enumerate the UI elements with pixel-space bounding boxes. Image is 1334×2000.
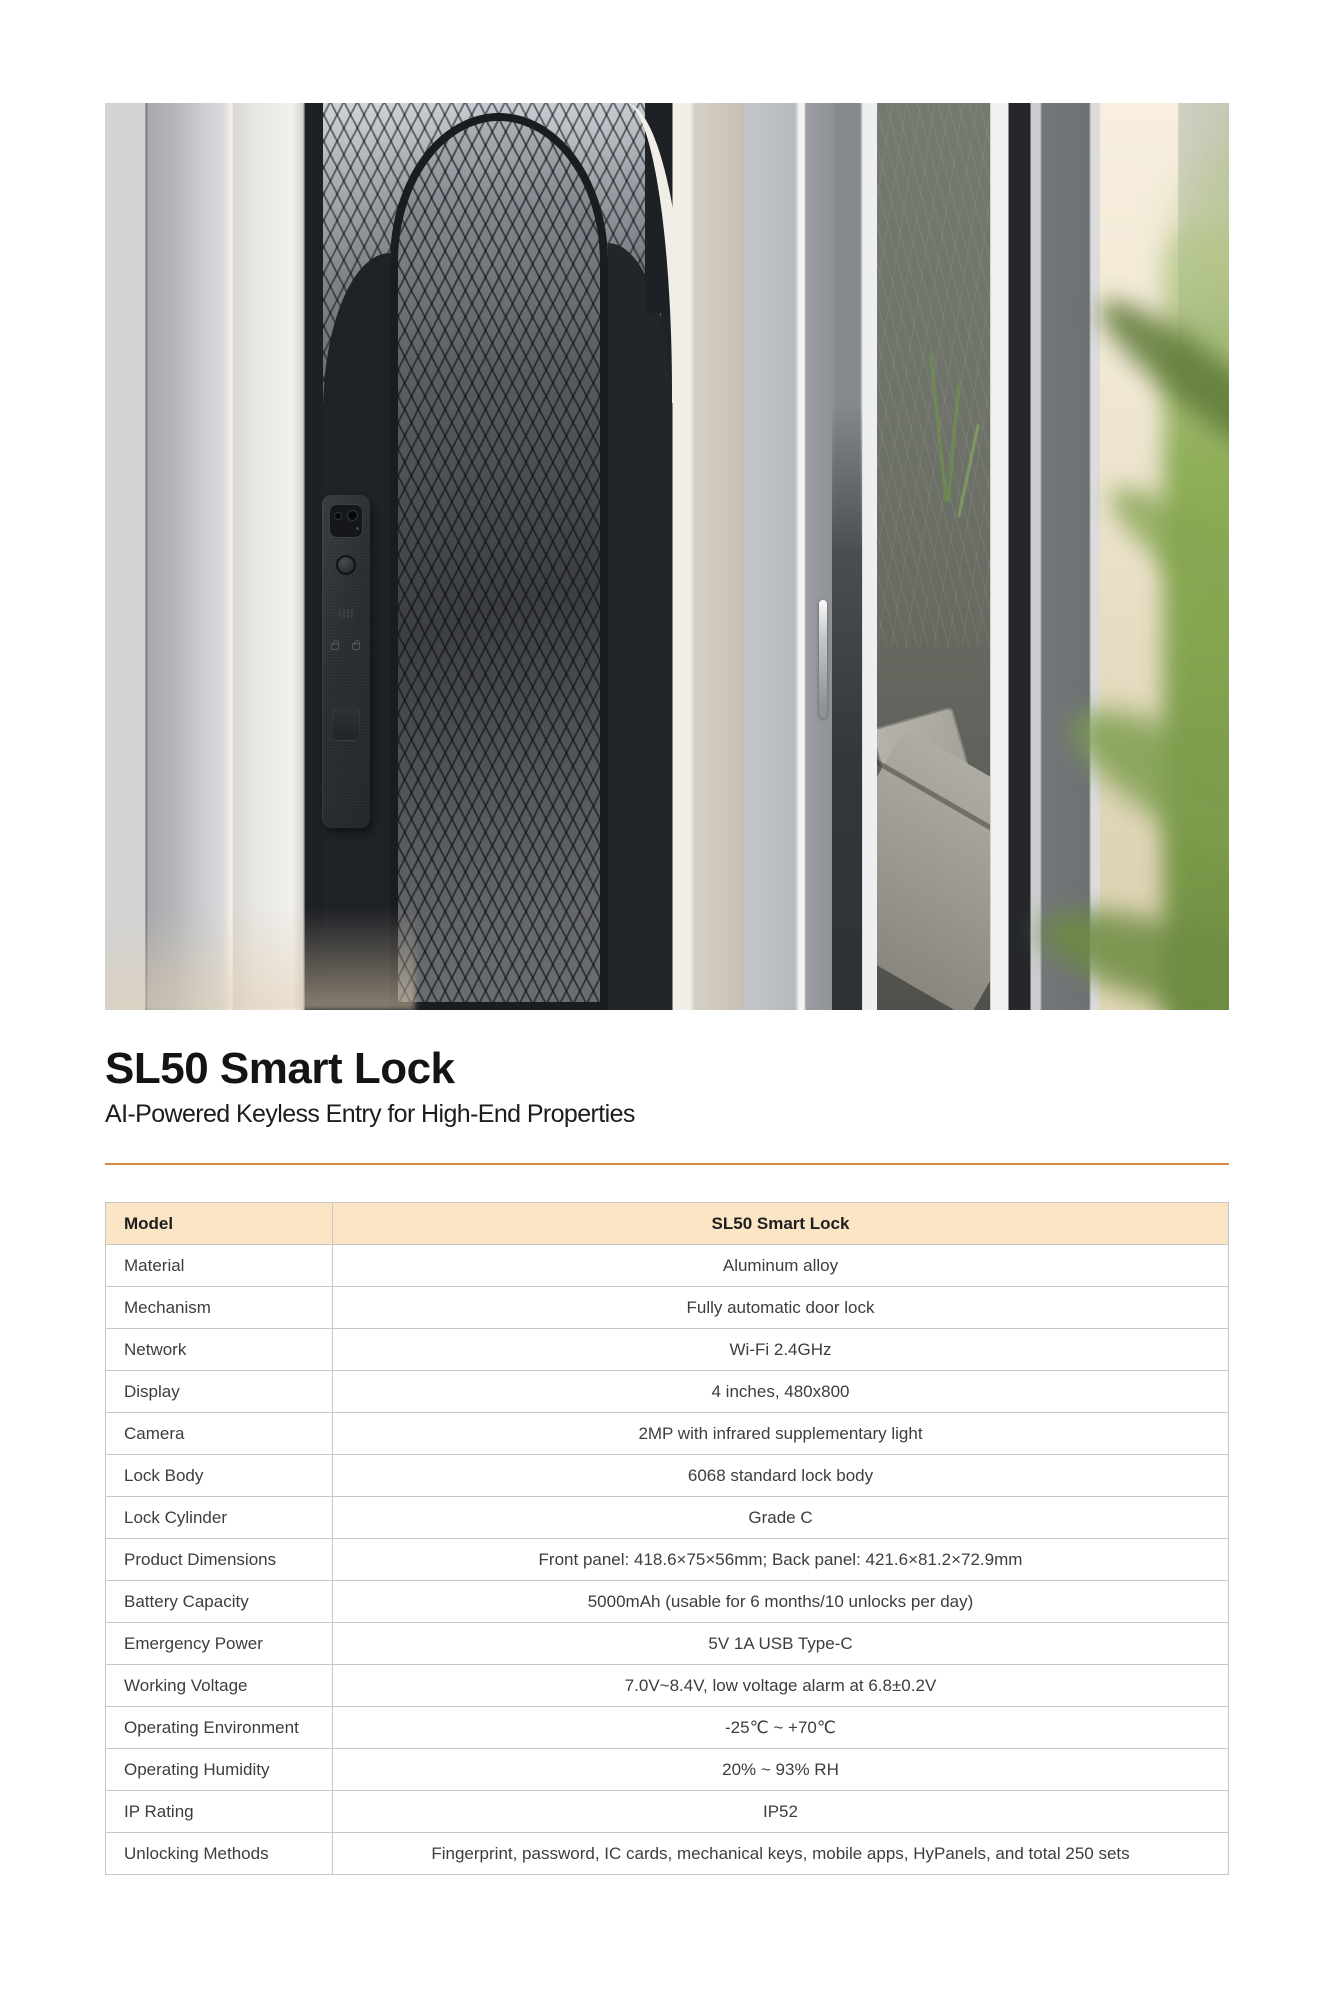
plant-blade (929, 353, 948, 502)
spec-value-cell: Grade C (333, 1497, 1229, 1539)
spec-label-cell: Working Voltage (106, 1665, 333, 1707)
spec-label-cell: Mechanism (106, 1287, 333, 1329)
spec-value-cell: Wi-Fi 2.4GHz (333, 1329, 1229, 1371)
spec-label-cell: IP Rating (106, 1791, 333, 1833)
spec-label-cell: Product Dimensions (106, 1539, 333, 1581)
spec-label-cell: Lock Body (106, 1455, 333, 1497)
spec-header-row (106, 1203, 1229, 1245)
lock-camera-module (329, 504, 363, 538)
wall-panel-shading (233, 103, 305, 1010)
smart-lock-device (322, 495, 370, 828)
lock-keypad-panel (332, 707, 360, 741)
spec-label-cell: Network (106, 1329, 333, 1371)
spec-value-cell: Front panel: 418.6×75×56mm; Back panel: 421.6×81.2×72.9mm (333, 1539, 1229, 1581)
spec-value-cell: 6068 standard lock body (333, 1455, 1229, 1497)
camera-lens-icon (334, 512, 342, 520)
plant-blade (947, 383, 960, 503)
spec-row (106, 1791, 1229, 1833)
spec-label-cell: Battery Capacity (106, 1581, 333, 1623)
camera-indicator-dot (356, 527, 359, 530)
spec-row (106, 1371, 1229, 1413)
spec-header-label: Model (106, 1203, 333, 1245)
spec-label-cell: Material (106, 1245, 333, 1287)
plant-blade (957, 424, 980, 518)
spec-row (106, 1623, 1229, 1665)
sidelight-glass-strip (832, 403, 862, 1010)
accent-divider (105, 1163, 1229, 1165)
spec-row (106, 1581, 1229, 1623)
spec-row (106, 1329, 1229, 1371)
spec-label-cell: Display (106, 1371, 333, 1413)
page-title: SL50 Smart Lock (105, 1044, 455, 1093)
spec-row (106, 1455, 1229, 1497)
lock-status-icon (331, 643, 339, 650)
spec-row (106, 1707, 1229, 1749)
spec-value-cell: 20% ~ 93% RH (333, 1749, 1229, 1791)
spec-row (106, 1749, 1229, 1791)
spec-value-cell: IP52 (333, 1791, 1229, 1833)
spec-label-cell: Operating Humidity (106, 1749, 333, 1791)
sidelight-interior-view (877, 103, 990, 1010)
spec-row (106, 1287, 1229, 1329)
lock-speaker-grille (339, 609, 353, 618)
door-handle (819, 600, 827, 718)
unlock-status-icon (352, 643, 360, 650)
page-subtitle: AI-Powered Keyless Entry for High-End Properties (105, 1100, 635, 1128)
spec-value-cell: Fully automatic door lock (333, 1287, 1229, 1329)
spec-value-cell: 2MP with infrared supplementary light (333, 1413, 1229, 1455)
spec-value-cell: Aluminum alloy (333, 1245, 1229, 1287)
spec-label-cell: Unlocking Methods (106, 1833, 333, 1875)
spec-value-cell: 5000mAh (usable for 6 months/10 unlocks per day) (333, 1581, 1229, 1623)
spec-label-cell: Emergency Power (106, 1623, 333, 1665)
spec-value-cell: 7.0V~8.4V, low voltage alarm at 6.8±0.2V (333, 1665, 1229, 1707)
spec-header-value: SL50 Smart Lock (333, 1203, 1229, 1245)
spec-row (106, 1665, 1229, 1707)
camera-lens-icon (347, 510, 358, 521)
spec-row (106, 1539, 1229, 1581)
spec-label-cell: Operating Environment (106, 1707, 333, 1749)
spec-row (106, 1413, 1229, 1455)
spec-table (105, 1202, 1229, 1875)
spec-value-cell: 4 inches, 480x800 (333, 1371, 1229, 1413)
spec-row (106, 1833, 1229, 1875)
spec-row (106, 1245, 1229, 1287)
door-lattice-window (390, 113, 608, 1010)
floor-light-glow (105, 908, 415, 1010)
spec-value-cell: -25℃ ~ +70℃ (333, 1707, 1229, 1749)
spec-row (106, 1497, 1229, 1539)
fingerprint-sensor-icon (336, 555, 356, 575)
door-frame-left-edge (305, 103, 323, 1010)
spec-label-cell: Lock Cylinder (106, 1497, 333, 1539)
lock-body-texture (322, 495, 370, 828)
spec-value-cell: Fingerprint, password, IC cards, mechanical keys, mobile apps, HyPanels, and total 250 sets (333, 1833, 1229, 1875)
spec-value-cell: 5V 1A USB Type-C (333, 1623, 1229, 1665)
hero-photo (105, 103, 1229, 1010)
spec-label-cell: Camera (106, 1413, 333, 1455)
